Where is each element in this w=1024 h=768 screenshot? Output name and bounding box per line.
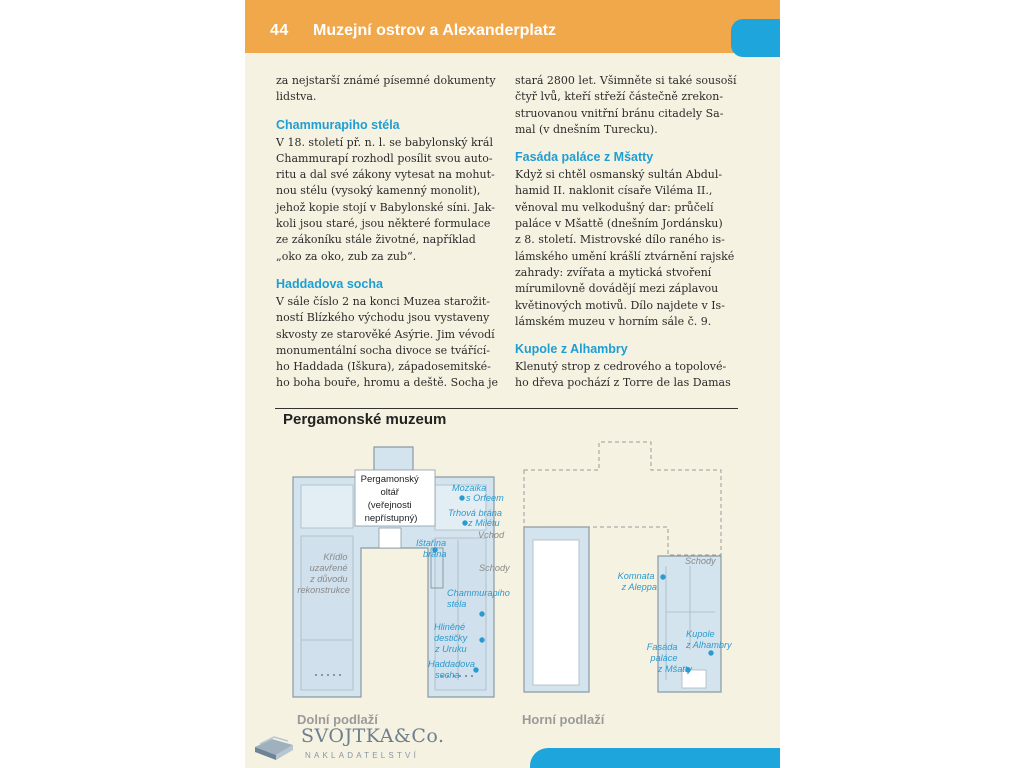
lower-floor-label: Dolní podlaží xyxy=(297,712,378,727)
upper-floor-middle xyxy=(524,527,589,692)
marker-chammurapiho-stela xyxy=(479,611,484,616)
heading-chammurapiho-stela: Chammurapiho stéla xyxy=(276,117,400,132)
altar-label: Pergamonský oltář (veřejnosti nepřístupný) xyxy=(360,474,419,524)
paragraph-kupole-alhambry: Klenutý strop z cedrového a topolové- ho dřeva pochází z Torre de las Damas xyxy=(515,360,731,390)
marker-trhova-brana xyxy=(462,520,467,525)
right-intro: stará 2800 let. Všimněte si také sousoší čtyř lvů, kteří střeží částečně zrekon- struovanou vnitřní bránu citadely Sa- mal (v dnešním Turecku). xyxy=(515,74,737,136)
heading-fasada-msatty: Fasáda paláce z Mšatty xyxy=(515,150,654,165)
upper-floor-label: Horní podlaží xyxy=(522,712,605,727)
altar-steps xyxy=(379,528,401,548)
publisher-name: SVOJTKA&Co. xyxy=(301,725,445,747)
publisher-watermark xyxy=(250,722,445,768)
closed-wing-label: Křídlo uzavřené z důvodu rekonstrukce xyxy=(297,552,350,595)
left-intro: za nejstarší známé písemné dokumenty lidstva. xyxy=(276,74,496,104)
museum-floor-plan xyxy=(245,0,780,768)
komnata-aleppa-label: Komnata z Aleppa xyxy=(617,571,657,592)
fasada-msatty-label: Fasáda paláce z Mšatty xyxy=(646,642,692,674)
book-logo-icon xyxy=(252,725,298,765)
middle-wing-void xyxy=(533,540,579,685)
north-wing-hall xyxy=(301,485,353,528)
chammurapiho-stela-label: Chammurapiho stéla xyxy=(447,588,510,609)
book-page xyxy=(245,0,780,768)
page-number: 44 xyxy=(270,22,289,39)
publisher-subtitle: NAKLADATELSTVÍ xyxy=(305,751,420,760)
haddadova-socha-label: Haddadova socha xyxy=(428,659,475,680)
paragraph-chammurapiho-stela: V 18. století př. n. l. se babylonský král Chammurapí rozhodl posílit svou auto- ritu a dal své zákony vytesat na mohut- nou stélu (vysoký kamenný monolit), jehož kopie stojí v Babylonské síni. Jak- koli jsou staré, jsou některé formulace ze zákoníku stále životné, například „oko za oko, zub za zub“. xyxy=(276,135,495,263)
paragraph-fasada-msatty: Když si chtěl osmanský sultán Abdul- hamid II. naklonit císaře Viléma II., věnoval mu velkodušný dar: průčelí paláce v Mšattě (dnešním Jordánsku) z 8. století. Mistrovské dílo raného is- lámského umění krášlí ztvárnění rajské zahrady: zvířata a mytická stvoření mírumilovně dovádějí mezi záplavou květinových motivů. Dílo najdete v Is- lámském muzeu v horním sále č. 9. xyxy=(515,168,735,328)
paragraph-haddadova-socha: V sále číslo 2 na konci Muzea starožit- ností Blízkého východu jsou vystaveny skvosty ze starověké Asýrie. Jim vévodí monumentální socha divoce se tvářící- ho Haddada (Iškura), západosemitské- ho boha bouře, hromu a deště. Socha je xyxy=(276,294,499,390)
marker-komnata-aleppa xyxy=(660,574,665,579)
hlinene-desticky-label: Hliněné destičky z Uruku xyxy=(434,622,468,654)
marker-kupole-alhambry xyxy=(708,650,713,655)
schody-lower-label: Schody xyxy=(479,563,510,573)
vchod-label: Vchod xyxy=(478,530,505,540)
marker-hlinene-desticky xyxy=(479,637,484,642)
kupole-alhambry-label: Kupole z Alhambry xyxy=(686,629,732,650)
map-title: Pergamonské muzeum xyxy=(283,411,447,428)
marker-mozaika xyxy=(459,495,464,500)
heading-haddadova-socha: Haddadova socha xyxy=(276,276,383,291)
chapter-tab-bottom xyxy=(530,748,780,768)
schody-upper-label: Schody xyxy=(685,556,716,566)
istarina-brana-label: Ištařina brána xyxy=(416,538,447,559)
mozaika-label: Mozaika s Orfeem xyxy=(452,483,504,503)
chapter-title: Muzejní ostrov a Alexanderplatz xyxy=(313,22,557,39)
trhova-brana-label: Trhová brána z Milétu xyxy=(448,508,502,528)
heading-kupole-alhambry: Kupole z Alhambry xyxy=(515,342,628,357)
